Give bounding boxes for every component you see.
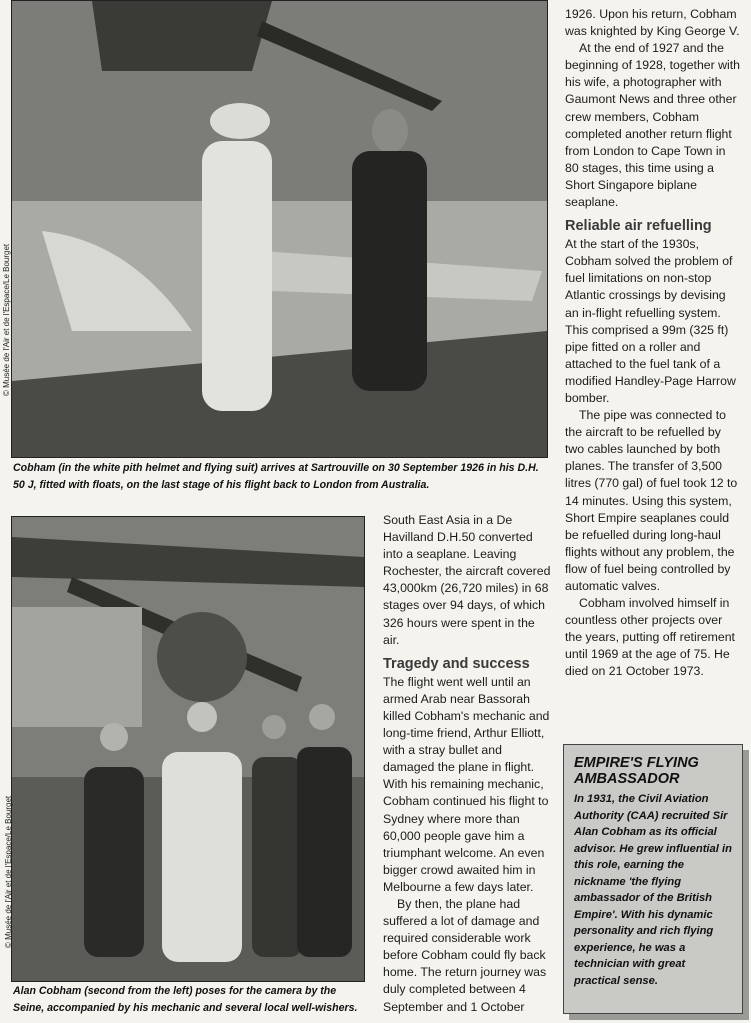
paragraph: Cobham involved himself in countless other projects over the years, putting off retirement until 1969 at the age of 75. He died on 21 October 1973. (565, 596, 735, 679)
photo-caption: Alan Cobham (second from the left) poses for the camera by the Seine, accompanied by his mechanic and several local well-wishers. (13, 985, 358, 1014)
photo-group-by-seine (11, 516, 365, 982)
paragraph: 1926. Upon his return, Cobham was knighted by King George V. (565, 7, 740, 39)
photo-seaplane-arrival (11, 0, 548, 458)
section-heading: Tragedy and success (383, 655, 530, 672)
sidebar-title: EMPIRE'S FLYING AMBASSADOR (574, 755, 699, 787)
paragraph: By then, the plane had suffered a lot of damage and required considerable work before Cobham could fly back home. The return journey was duly completed between 4 September and 1 October (383, 896, 547, 1014)
sidebar-body: In 1931, the Civil Aviation Authority (CAA) recruited Sir Alan Cobham as its official advisor. He grew influential in this role, earning the nickname 'the flying ambassador of the British Empire'. With his dynamic personality and rich flying experience, he was a technician with great practical sense. (574, 793, 732, 987)
paragraph: At the end of 1927 and the beginning of 1928, together with his wife, a photographer with Gaumont News and three other crew members, Cobham completed another return flight from London to Cape Town in 80 stages, this time using a Short Singapore biplane seaplane. (565, 41, 741, 210)
paragraph: At the start of the 1930s, Cobham solved the problem of fuel limitations on non-stop Atlantic crossings by devising an in-flight refuelling system. This comprised a 99m (325 ft) pipe fitted on a roller and attached to the fuel tank of a modified Handley-Page Harrow bomber. (565, 237, 736, 405)
paragraph: The flight went well until an armed Arab near Bassorah killed Cobham's mechanic and long-time friend, Arthur Elliott, with a stray bullet and damaged the plane in flight. With his remaining mechanic, Cobham continued his flight to Sydney where more than 60,000 people gave him a triumphant welcome. An even bigger crowd awaited him in Melbourne a few days later. (383, 674, 550, 894)
photo-caption: Cobham (in the white pith helmet and flying suit) arrives at Sartrouville on 30 September 1926 in his D.H. 50 J, fitted with floats, on the last stage of his flight back to London from Australia. (13, 462, 539, 491)
photo-credit: © Musée de l'Air et de l'Espace/Le Bourget (2, 243, 11, 396)
article-column-middle (383, 512, 551, 1016)
photo-group-by-seine-graphic (12, 517, 364, 981)
article-column-right (565, 6, 741, 681)
paragraph: South East Asia in a De Havilland D.H.50 converted into a seaplane. Leaving Rochester, the aircraft covered 43,000km (26,720 miles) in 68 stages over 94 days, of which 326 hours were spent in the air. (383, 513, 551, 647)
photo-seaplane-arrival-graphic (12, 1, 547, 457)
section-heading: Reliable air refuelling (565, 218, 712, 235)
sidebar-box (563, 744, 743, 1014)
paragraph: The pipe was connected to the aircraft to be refuelled by two cables launched by both planes. The transfer of 3,500 litres (770 gal) of fuel took 12 to 14 minutes. Using this system, Short Empire seaplanes could be refuelled during long-haul flights without any problem, the flow of fuel being controlled by automatic valves. (565, 408, 738, 593)
photo-credit: © Musée de l'Air et de l'Espace/Le Bourget (4, 795, 13, 948)
